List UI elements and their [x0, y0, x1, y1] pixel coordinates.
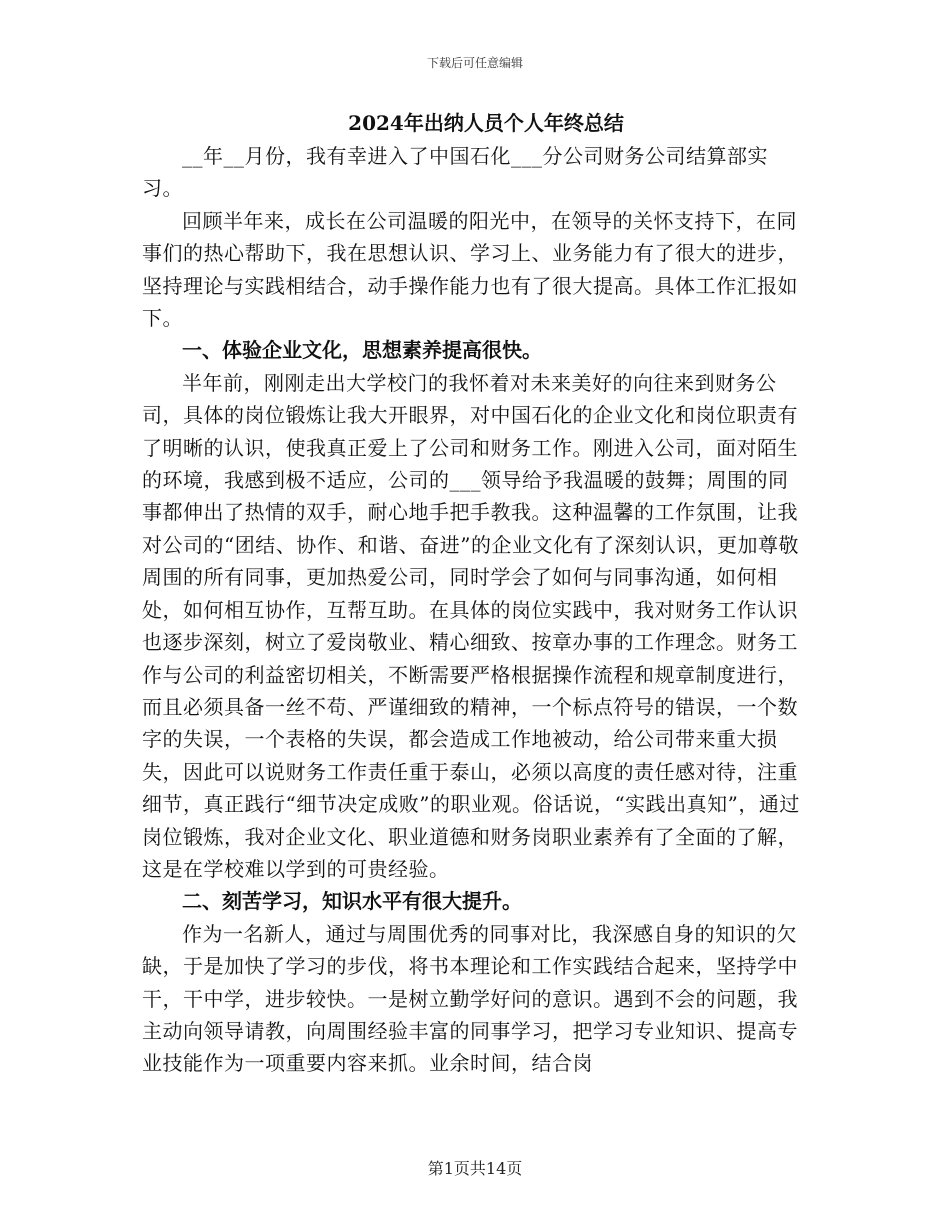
- section-heading-2: 二、刻苦学习，知识水平有很大提升。: [182, 889, 522, 914]
- paragraph-review: 回顾半年来，成长在公司温暖的阳光中，在领导的关怀支持下，在同事们的热心帮助下，我在思想认识、学习上、业务能力有了很大的进步，坚持理论与实践相结合，动手操作能力也有了很大提高。具体工作汇报如下。: [142, 208, 798, 331]
- paragraph-section-2: 作为一名新人，通过与周围优秀的同事对比，我深感自身的知识的欠缺，于是加快了学习的步伐，将书本理论和工作实践结合起来，坚持学中干，干中学，进步较快。一是树立勤学好问的意识。遇到不会的问题，我主动向领导请教，向周围经验丰富的同事学习，把学习专业知识、提高专业技能作为一项重要内容来抓。业余时间，结合岗: [142, 921, 798, 1076]
- header-note: 下载后可任意编辑: [426, 56, 523, 70]
- paragraph-intro: __年__月份，我有幸进入了中国石化___分公司财务公司结算部实习。: [142, 144, 768, 201]
- section-heading-1: 一、体验企业文化，思想素养提高很快。: [182, 338, 542, 363]
- page-number: 第1页共14页: [427, 1159, 523, 1178]
- document-title: 2024年出纳人员个人年终总结: [348, 111, 624, 135]
- document-body: [142, 108, 802, 1080]
- paragraph-section-1: 半年前，刚刚走出大学校门的我怀着对未来美好的向往来到财务公司，具体的岗位锻炼让我大开眼界，对中国石化的企业文化和岗位职责有了明晰的认识，使我真正爱上了公司和财务工作。刚进入公司，面对陌生的环境，我感到极不适应，公司的___领导给予我温暖的鼓舞；周围的同事都伸出了热情的双手，耐心地手把手教我。这种温馨的工作氛围，让我对公司的“团结、协作、和谐、奋进”的企业文化有了深刻认识，更加尊敬周围的所有同事，更加热爱公司，同时学会了如何与同事沟通，如何相处，如何相互协作，互帮互助。在具体的岗位实践中，我对财务工作认识也逐步深刻，树立了爱岗敬业、精心细致、按章办事的工作理念。财务工作与公司的利益密切相关，不断需要严格根据操作流程和规章制度进行，而且必须具备一丝不苟、严谨细致的精神，一个标点符号的错误，一个数字的失误，一个表格的失误，都会造成工作地被动，给公司带来重大损失，因此可以说财务工作责任重于泰山，必须以高度的责任感对待，注重细节，真正践行“细节决定成败”的职业观。俗话说，“实践出真知”，通过岗位锻炼，我对企业文化、职业道德和财务岗职业素养有了全面的了解，这是在学校难以学到的可贵经验。: [142, 370, 800, 881]
